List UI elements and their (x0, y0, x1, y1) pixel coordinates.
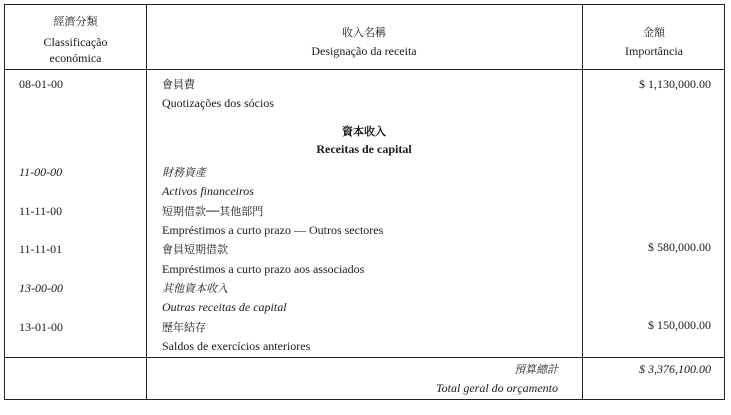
row-amount: $ 1,130,000.00 (639, 77, 711, 91)
header-amount-zh: 金額 (643, 26, 665, 39)
row-label-pt: Activos financeiros (162, 184, 254, 198)
section-title-pt: Receitas de capital (316, 142, 412, 156)
total-divider (5, 357, 724, 358)
row-label-zh: 會員短期借款 (162, 243, 228, 256)
header-divider (5, 69, 724, 70)
total-amount: $ 3,376,100.00 (639, 362, 711, 376)
total-label-zh: 預算總計 (514, 363, 558, 376)
header-designation-zh: 收入名稱 (342, 26, 386, 39)
header-amount-pt: Importância (625, 44, 683, 58)
row-label-pt: Saldos de exercícios anteriores (162, 339, 311, 353)
row-label-pt: Empréstimos a curto prazo aos associados (162, 262, 365, 276)
row-label-pt: Quotizações dos sócios (162, 96, 274, 110)
header-classification-pt1: Classificação (43, 35, 108, 49)
row-label-zh: 會員費 (162, 78, 195, 91)
header-designation-pt: Designação da receita (311, 44, 417, 58)
total-label-pt: Total geral do orçamento (436, 381, 558, 395)
row-code: 11-00-00 (19, 165, 63, 179)
column-divider-1 (146, 5, 147, 399)
row-amount: $ 150,000.00 (648, 318, 711, 332)
section-title-zh: 資本收入 (342, 125, 386, 138)
header-classification-pt2: económica (49, 51, 102, 65)
row-label-zh: 歷年結存 (162, 321, 206, 334)
row-code: 08-01-00 (19, 77, 63, 91)
revenue-table (4, 4, 725, 400)
column-divider-2 (582, 5, 583, 399)
row-code: 13-01-00 (19, 320, 63, 334)
row-amount: $ 580,000.00 (648, 240, 711, 254)
header-classification-zh: 經濟分類 (53, 15, 98, 28)
row-code: 11-11-01 (19, 242, 63, 256)
row-label-zh: 財務資產 (162, 166, 206, 179)
row-label-pt: Outras receitas de capital (162, 300, 287, 314)
row-label-pt: Empréstimos a curto prazo — Outros sectores (162, 223, 384, 237)
row-label-zh: 其他資本收入 (162, 282, 228, 295)
row-code: 11-11-00 (19, 204, 63, 218)
row-code: 13-00-00 (19, 281, 63, 295)
row-label-zh: 短期借款──其他部門 (162, 205, 264, 218)
